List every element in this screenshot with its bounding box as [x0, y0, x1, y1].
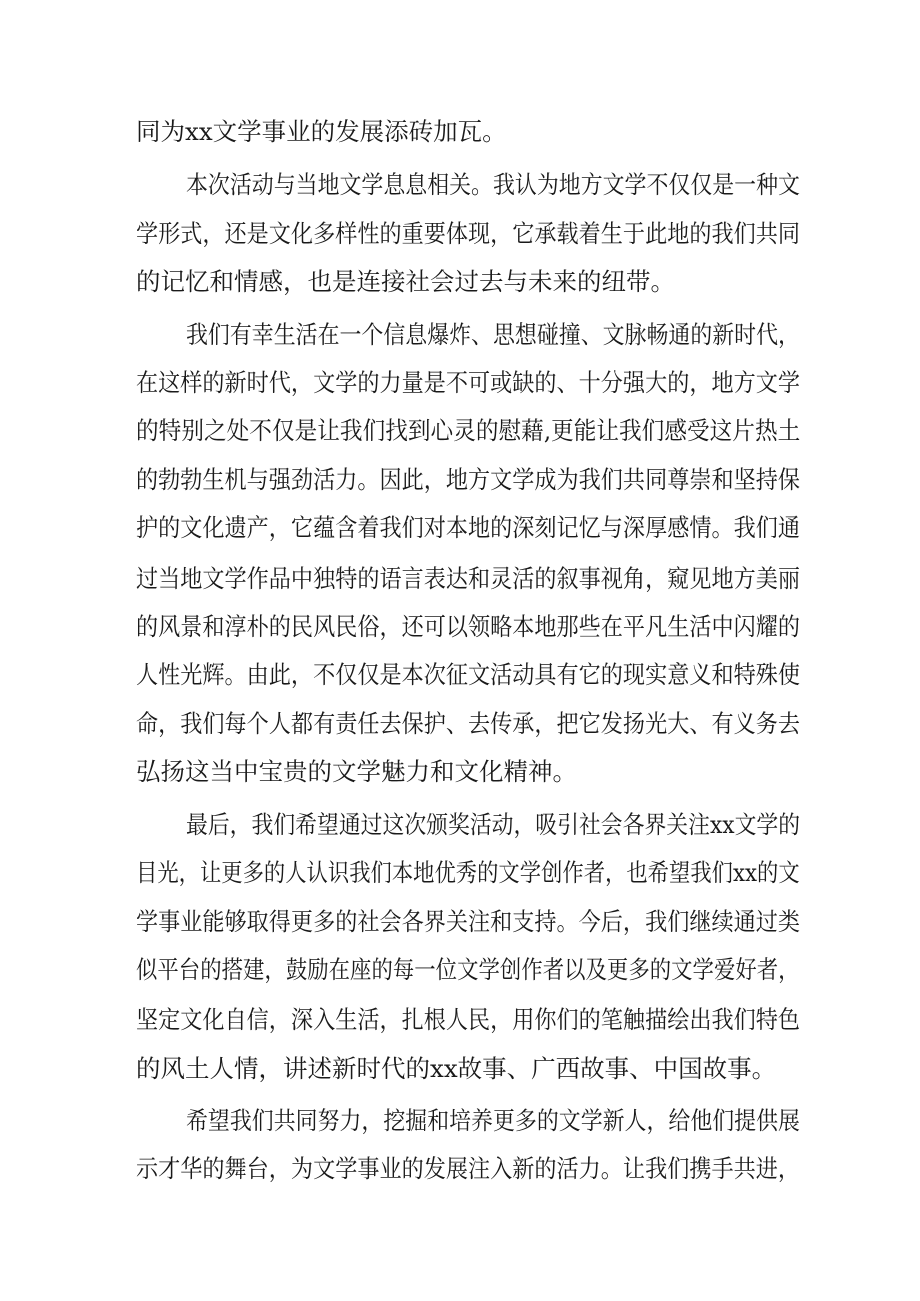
text-line: 最后，我们希望通过这次颁奖活动，吸引社会各界关注xx文学的 — [186, 810, 801, 839]
text-line: 的风土人情，讲述新时代的xx故事、广西故事、中国故事。 — [136, 1054, 777, 1083]
text-line: 示才华的舞台，为文学事业的发展注入新的活力。让我们携手共进， — [136, 1154, 800, 1183]
text-line: 的勃勃生机与强劲活力。因此，地方文学成为我们共同尊崇和坚持保 — [136, 465, 800, 494]
text-line: 弘扬这当中宝贵的文学魅力和文化精神。 — [136, 757, 577, 786]
text-line: 学形式，还是文化多样性的重要体现，它承载着生于此地的我们共同 — [136, 219, 800, 248]
text-line: 的风景和淳朴的民风民俗，还可以领略本地那些在平凡生活中闪耀的 — [136, 612, 800, 641]
text-line: 学事业能够取得更多的社会各界关注和支持。今后，我们继续通过类 — [136, 907, 800, 936]
text-line: 命，我们每个人都有责任去保护、去传承，把它发扬光大、有义务去 — [136, 709, 800, 738]
text-line: 希望我们共同努力，挖掘和培养更多的文学新人，给他们提供展 — [186, 1106, 800, 1135]
text-line: 本次活动与当地文学息息相关。我认为地方文学不仅仅是一种文 — [186, 170, 800, 199]
text-line: 护的文化遗产，它蕴含着我们对本地的深刻记忆与深厚感情。我们通 — [136, 513, 800, 542]
text-line: 的记忆和情感，也是连接社会过去与未来的纽带。 — [136, 267, 675, 296]
text-line: 人性光辉。由此，不仅仅是本次征文活动具有它的现实意义和特殊使 — [136, 660, 800, 689]
text-line: 在这样的新时代，文学的力量是不可或缺的、十分强大的，地方文学 — [136, 368, 800, 397]
text-line: 我们有幸生活在一个信息爆炸、思想碰撞、文脉畅通的新时代， — [186, 320, 800, 349]
text-line: 的特别之处不仅是让我们找到心灵的慰藉,更能让我们感受这片热土 — [136, 416, 801, 445]
text-line: 目光，让更多的人认识我们本地优秀的文学创作者，也希望我们xx的文 — [136, 858, 800, 887]
text-line: 似平台的搭建，鼓励在座的每一位文学创作者以及更多的文学爱好者， — [136, 955, 800, 984]
text-line: 坚定文化自信，深入生活，扎根人民，用你们的笔触描绘出我们特色 — [136, 1005, 800, 1034]
text-line: 同为xx文学事业的发展添砖加瓦。 — [136, 117, 507, 146]
text-line: 过当地文学作品中独特的语言表达和灵活的叙事视角，窥见地方美丽 — [136, 564, 800, 593]
